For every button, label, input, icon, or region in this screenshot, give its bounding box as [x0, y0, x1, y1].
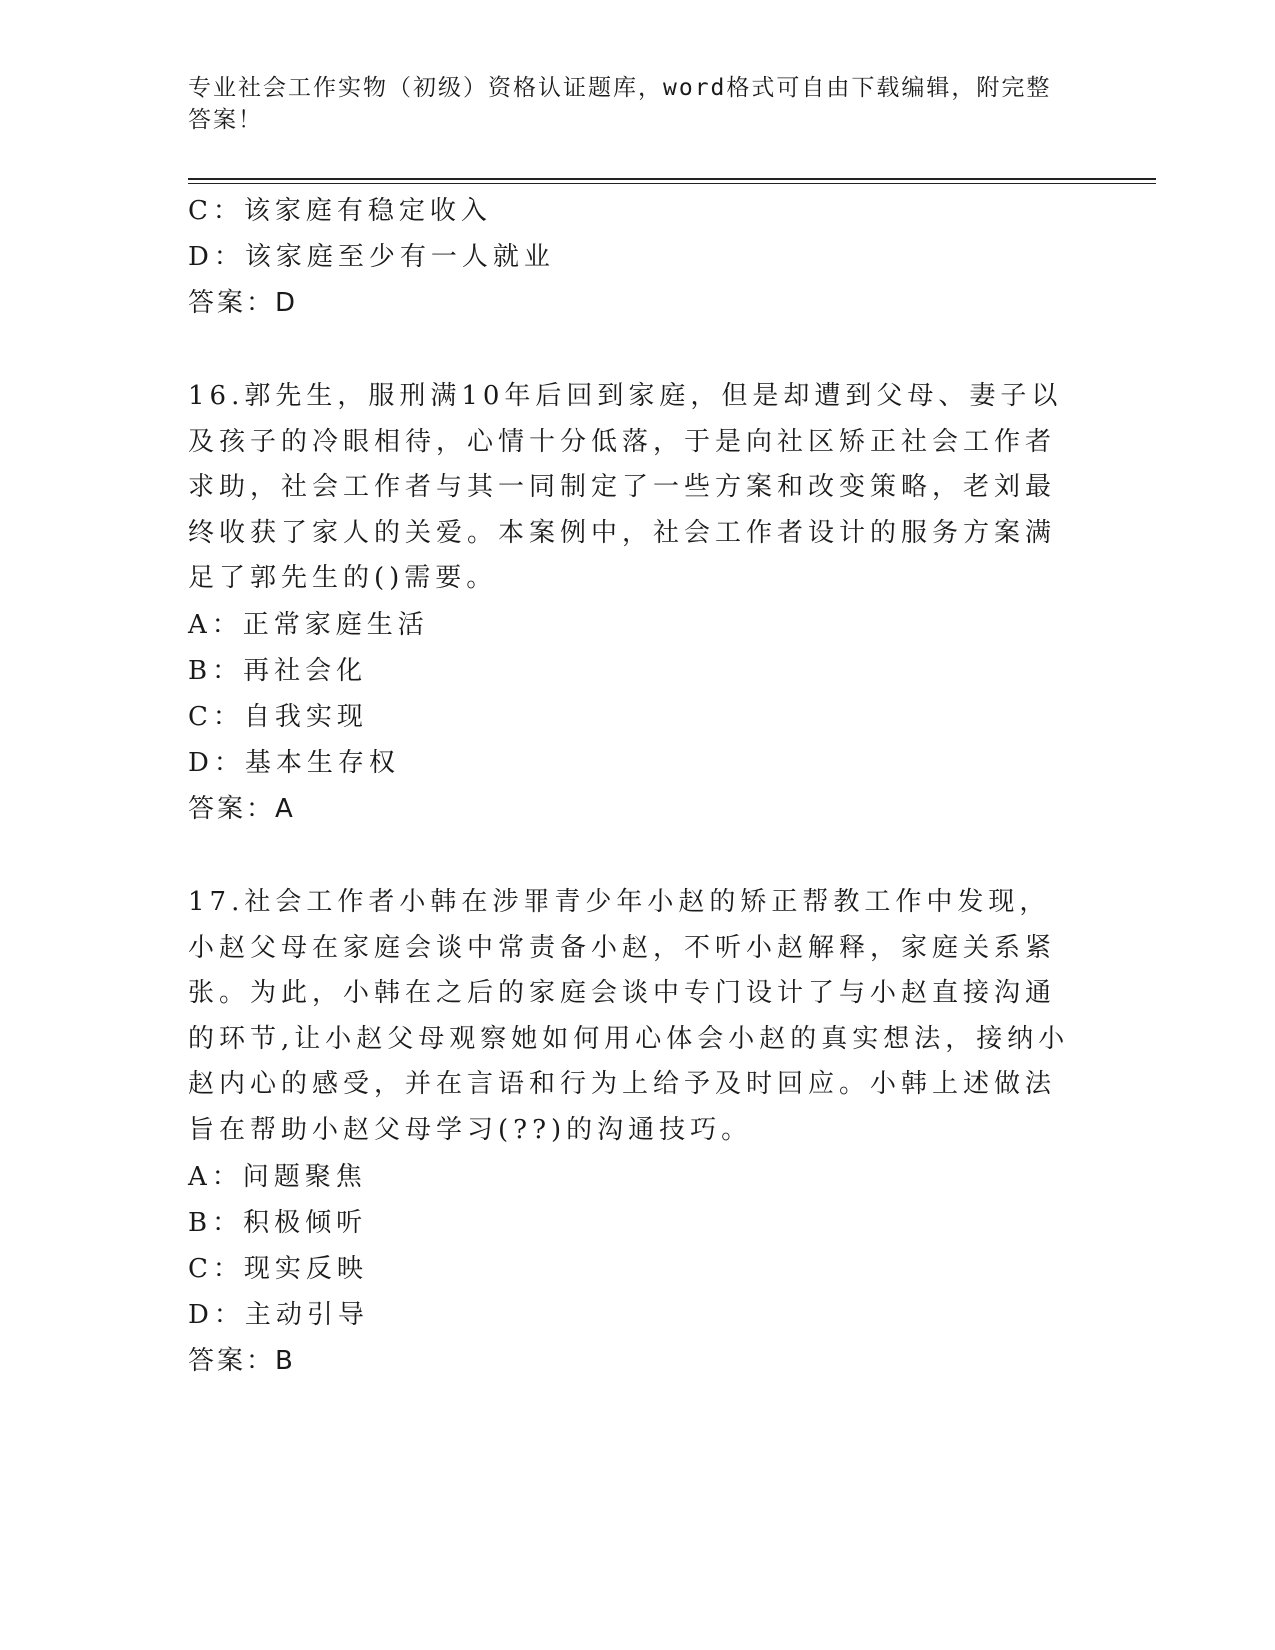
question-17	[188, 880, 1088, 1384]
option-d: D：该家庭至少有一人就业	[188, 242, 555, 272]
header-divider	[188, 178, 1156, 180]
answer-label: 答案：D	[188, 288, 299, 318]
document-body	[188, 188, 1088, 1384]
question-text: 17.社会工作者小韩在涉罪青少年小赵的矫正帮教工作中发现，小赵父母在家庭会谈中常责备小赵，不听小赵解释，家庭关系紧张。为此，小韩在之后的家庭会谈中专门设计了与小赵直接沟通的环节,让小赵父母观察她如何用心体会小赵的真实想法，接纳小赵内心的感受，并在言语和行为上给予及时回应。小韩上述做法旨在帮助小赵父母学习(??)的沟通技巧。	[188, 886, 1070, 1145]
answer-label: 答案：A	[188, 793, 296, 824]
option-c: C：该家庭有稳定收入	[188, 196, 492, 226]
option-d: D：主动引导	[188, 1299, 369, 1330]
option-c: C：自我实现	[188, 701, 368, 732]
option-b: B：积极倾听	[188, 1207, 368, 1238]
option-a: A：问题聚焦	[188, 1161, 367, 1192]
answer-label: 答案：B	[188, 1345, 296, 1376]
option-d: D：基本生存权	[188, 747, 400, 778]
option-c: C：现实反映	[188, 1253, 368, 1284]
document-header: 专业社会工作实物（初级）资格认证题库，word格式可自由下载编辑，附完整答案！	[188, 75, 1052, 133]
question-16	[188, 374, 1088, 832]
question-text: 16.郭先生，服刑满10年后回到家庭，但是却遭到父母、妻子以及孩子的冷眼相待，心情十分低落，于是向社区矫正社会工作者求助，社会工作者与其一同制定了一些方案和改变策略，老刘最终收获了家人的关爱。本案例中，社会工作者设计的服务方案满足了郭先生的()需要。	[188, 381, 1063, 594]
option-a: A：正常家庭生活	[188, 609, 429, 640]
header-divider-thin	[188, 183, 1156, 184]
option-b: B：再社会化	[188, 655, 368, 686]
